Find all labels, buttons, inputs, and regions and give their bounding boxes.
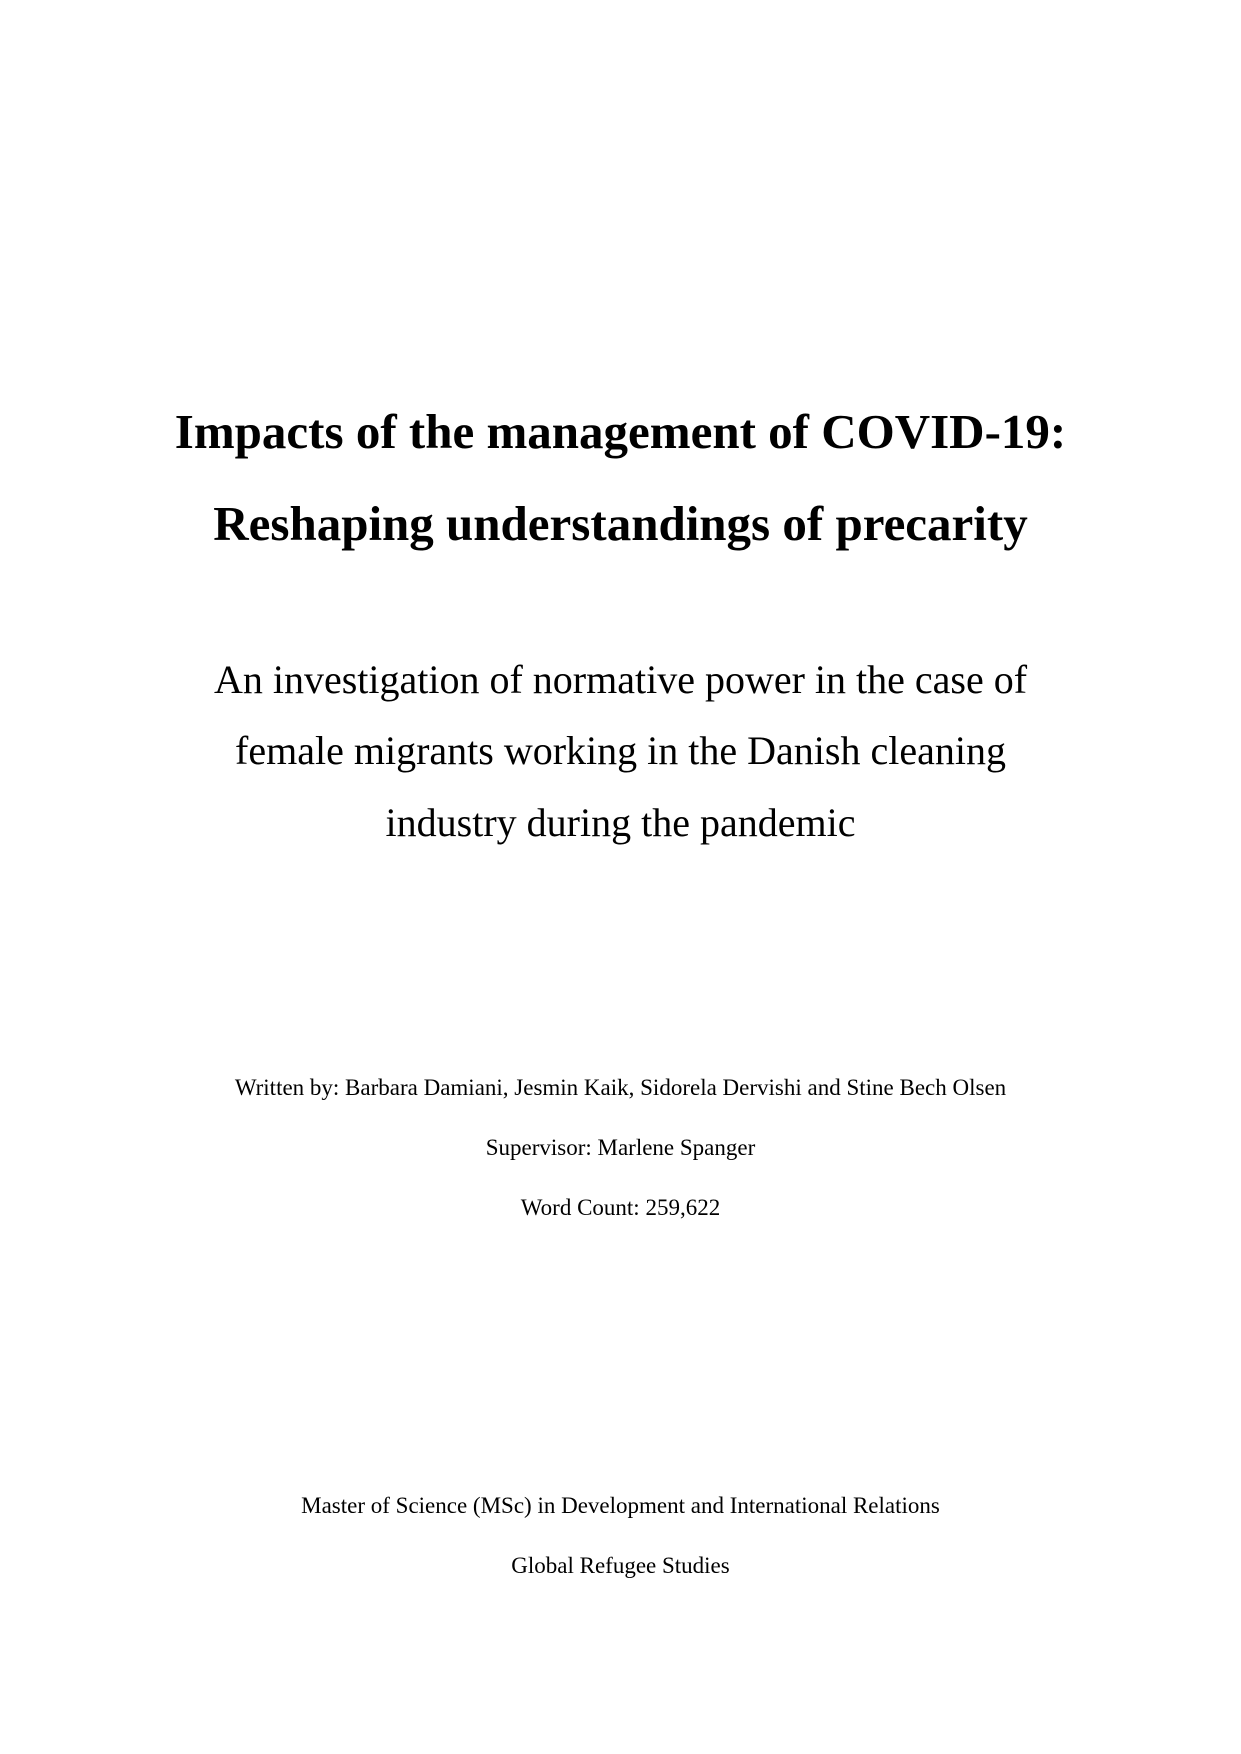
subtitle-line-2: female migrants working in the Danish cleaning [235, 728, 1006, 773]
subtitle-line-3: industry during the pandemic [385, 800, 856, 845]
subtitle-line-1: An investigation of normative power in the case of [213, 657, 1028, 702]
program-line: Master of Science (MSc) in Development and International Relations [301, 1493, 940, 1518]
specialization-line: Global Refugee Studies [511, 1553, 730, 1578]
supervisor-line: Supervisor: Marlene Spanger [485, 1135, 756, 1160]
word-count-line: Word Count: 259,622 [520, 1195, 721, 1220]
title-line-2: Reshaping understandings of precarity [213, 496, 1028, 551]
title-line-1: Impacts of the management of COVID-19: [174, 404, 1067, 459]
authors-line: Written by: Barbara Damiani, Jesmin Kaik, Sidorela Dervishi and Stine Bech Olsen [234, 1075, 1007, 1100]
